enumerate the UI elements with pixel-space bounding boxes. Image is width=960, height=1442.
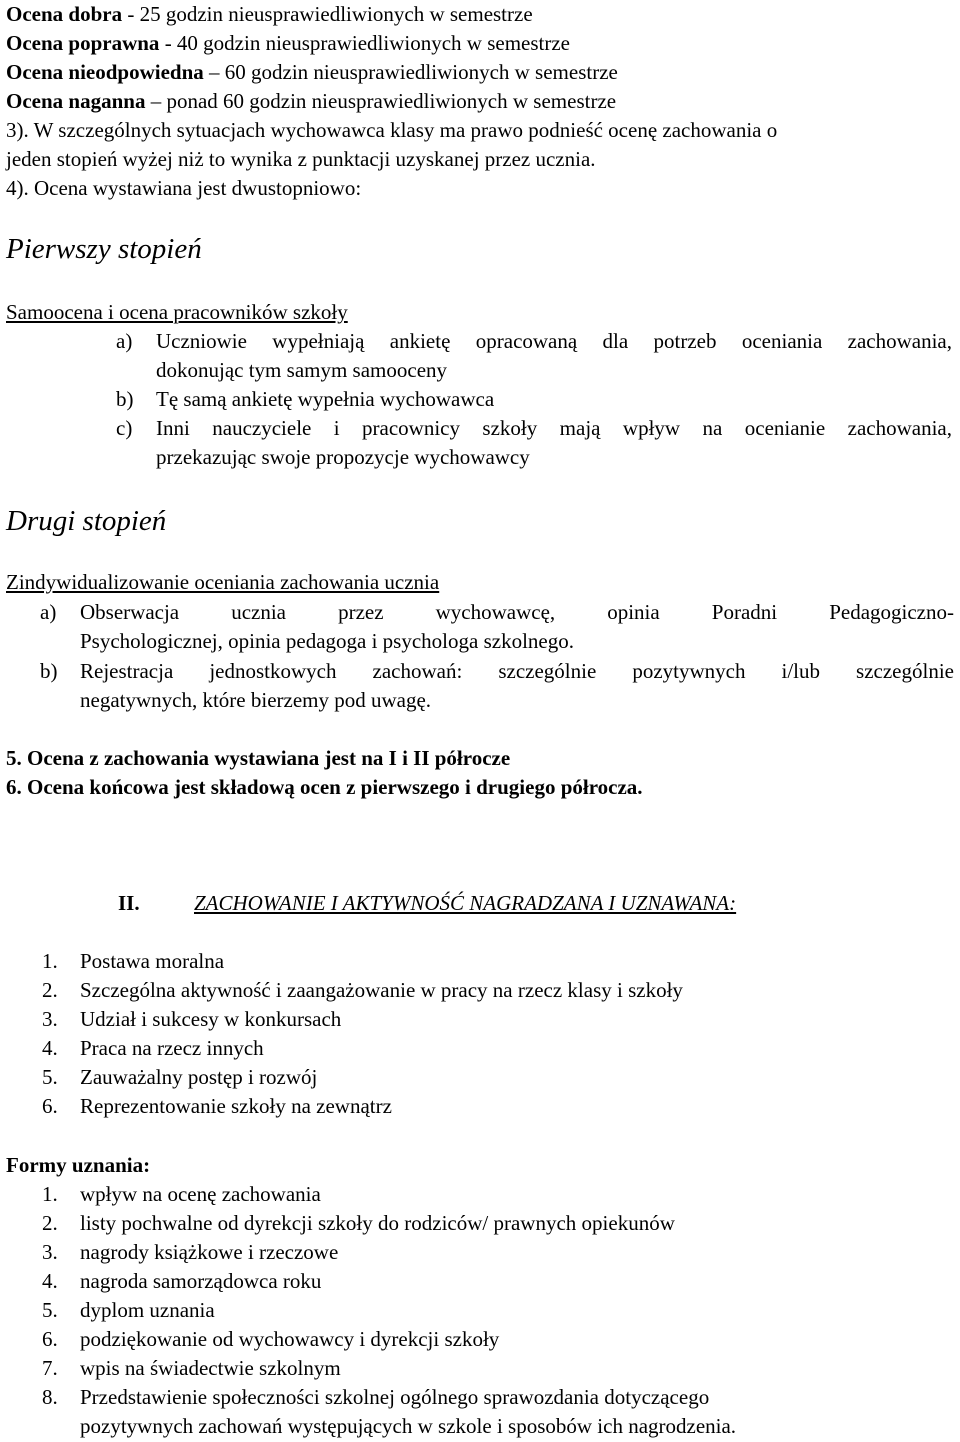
list-number: 6. xyxy=(42,1327,58,1351)
stage-1-subheading: Samoocena i ocena pracowników szkoły xyxy=(6,300,348,324)
stage-2-subheading: Zindywidualizowanie oceniania zachowania ucznia xyxy=(6,570,440,594)
point-5: 5. Ocena z zachowania wystawiana jest na I i II półrocze xyxy=(6,746,511,770)
list-number: 3. xyxy=(42,1240,58,1264)
stage-2-heading: Drugi stopień xyxy=(6,505,167,537)
list-item-line: Inni nauczyciele i pracownicy szkoły mają wpływ na ocenianie zachowania, xyxy=(156,416,952,440)
stage-1-heading: Pierwszy stopień xyxy=(6,233,202,265)
section-title: ZACHOWANIE I AKTYWNOŚĆ NAGRADZANA I UZNAWANA: xyxy=(194,891,737,915)
list-item-line: Psychologicznej, opinia pedagoga i psychologa szkolnego. xyxy=(80,629,574,653)
point-6: 6. Ocena końcowa jest składową ocen z pierwszego i drugiego półrocza. xyxy=(6,775,643,799)
list-marker: a) xyxy=(40,600,57,624)
list-number: 8. xyxy=(42,1385,58,1409)
list-item: Przedstawienie społeczności szkolnej ogólnego sprawozdania dotyczącego xyxy=(80,1385,710,1409)
list-item-line: Rejestracja jednostkowych zachowań: szczególnie pozytywnych i/lub szczególnie xyxy=(80,659,954,683)
list-number: 5. xyxy=(42,1298,58,1322)
list-marker: a) xyxy=(116,329,133,353)
list-item-line: Uczniowie wypełniają ankietę opracowaną dla potrzeb oceniania zachowania, xyxy=(156,329,952,353)
list-item: pozytywnych zachowań występujących w szkole i sposobów ich nagrodzenia. xyxy=(80,1414,737,1438)
list-number: 6. xyxy=(42,1094,58,1118)
list-item: podziękowanie od wychowawcy i dyrekcji szkoły xyxy=(80,1327,500,1351)
list-marker: b) xyxy=(40,659,58,683)
list-number: 1. xyxy=(42,1182,58,1206)
list-item: nagroda samorządowca roku xyxy=(80,1269,322,1293)
list-item: Zauważalny postęp i rozwój xyxy=(80,1065,318,1089)
list-number: 5. xyxy=(42,1065,58,1089)
list-item: wpływ na ocenę zachowania xyxy=(80,1182,321,1206)
grade-line-sufficient: Ocena poprawna - 40 godzin nieusprawiedliwionych w semestrze xyxy=(6,31,570,55)
grade-line-inappropriate: Ocena nieodpowiedna – 60 godzin nieusprawiedliwionych w semestrze xyxy=(6,60,618,84)
paragraph-3-line-1: 3). W szczególnych sytuacjach wychowawca klasy ma prawo podnieść ocenę zachowania o xyxy=(6,118,778,142)
list-item: Szczególna aktywność i zaangażowanie w pracy na rzecz klasy i szkoły xyxy=(80,978,683,1002)
grade-line-good: Ocena dobra - 25 godzin nieusprawiedliwionych w semestrze xyxy=(6,2,533,26)
list-marker: b) xyxy=(116,387,134,411)
list-item: Reprezentowanie szkoły na zewnątrz xyxy=(80,1094,392,1118)
list-item: Praca na rzecz innych xyxy=(80,1036,264,1060)
list-item: dyplom uznania xyxy=(80,1298,215,1322)
list-number: 1. xyxy=(42,949,58,973)
list-number: 3. xyxy=(42,1007,58,1031)
list-number: 7. xyxy=(42,1356,58,1380)
list-item: Postawa moralna xyxy=(80,949,225,973)
list-number: 2. xyxy=(42,1211,58,1235)
list-item-line: negatywnych, które bierzemy pod uwagę. xyxy=(80,688,432,712)
list-item: wpis na świadectwie szkolnym xyxy=(80,1356,341,1380)
section-number: II. xyxy=(118,891,140,915)
list-item: Udział i sukcesy w konkursach xyxy=(80,1007,342,1031)
list-item: listy pochwalne od dyrekcji szkoły do rodziców/ prawnych opiekunów xyxy=(80,1211,675,1235)
paragraph-3-line-2: jeden stopień wyżej niż to wynika z punktacji uzyskanej przez ucznia. xyxy=(6,147,596,171)
grade-line-reprehensible: Ocena naganna – ponad 60 godzin nieusprawiedliwionych w semestrze xyxy=(6,89,617,113)
list-marker: c) xyxy=(116,416,133,440)
list-item-line: Obserwacja ucznia przez wychowawcę, opinia Poradni Pedagogiczno- xyxy=(80,600,954,624)
list-item-line: Tę samą ankietę wypełnia wychowawca xyxy=(156,387,495,411)
list-number: 4. xyxy=(42,1269,58,1293)
list-item: nagrody książkowe i rzeczowe xyxy=(80,1240,339,1264)
forms-heading: Formy uznania: xyxy=(6,1153,151,1177)
paragraph-4: 4). Ocena wystawiana jest dwustopniowo: xyxy=(6,176,362,200)
list-item-line: przekazując swoje propozycje wychowawcy xyxy=(156,445,530,469)
list-number: 4. xyxy=(42,1036,58,1060)
list-item-line: dokonując tym samym samooceny xyxy=(156,358,448,382)
list-number: 2. xyxy=(42,978,58,1002)
